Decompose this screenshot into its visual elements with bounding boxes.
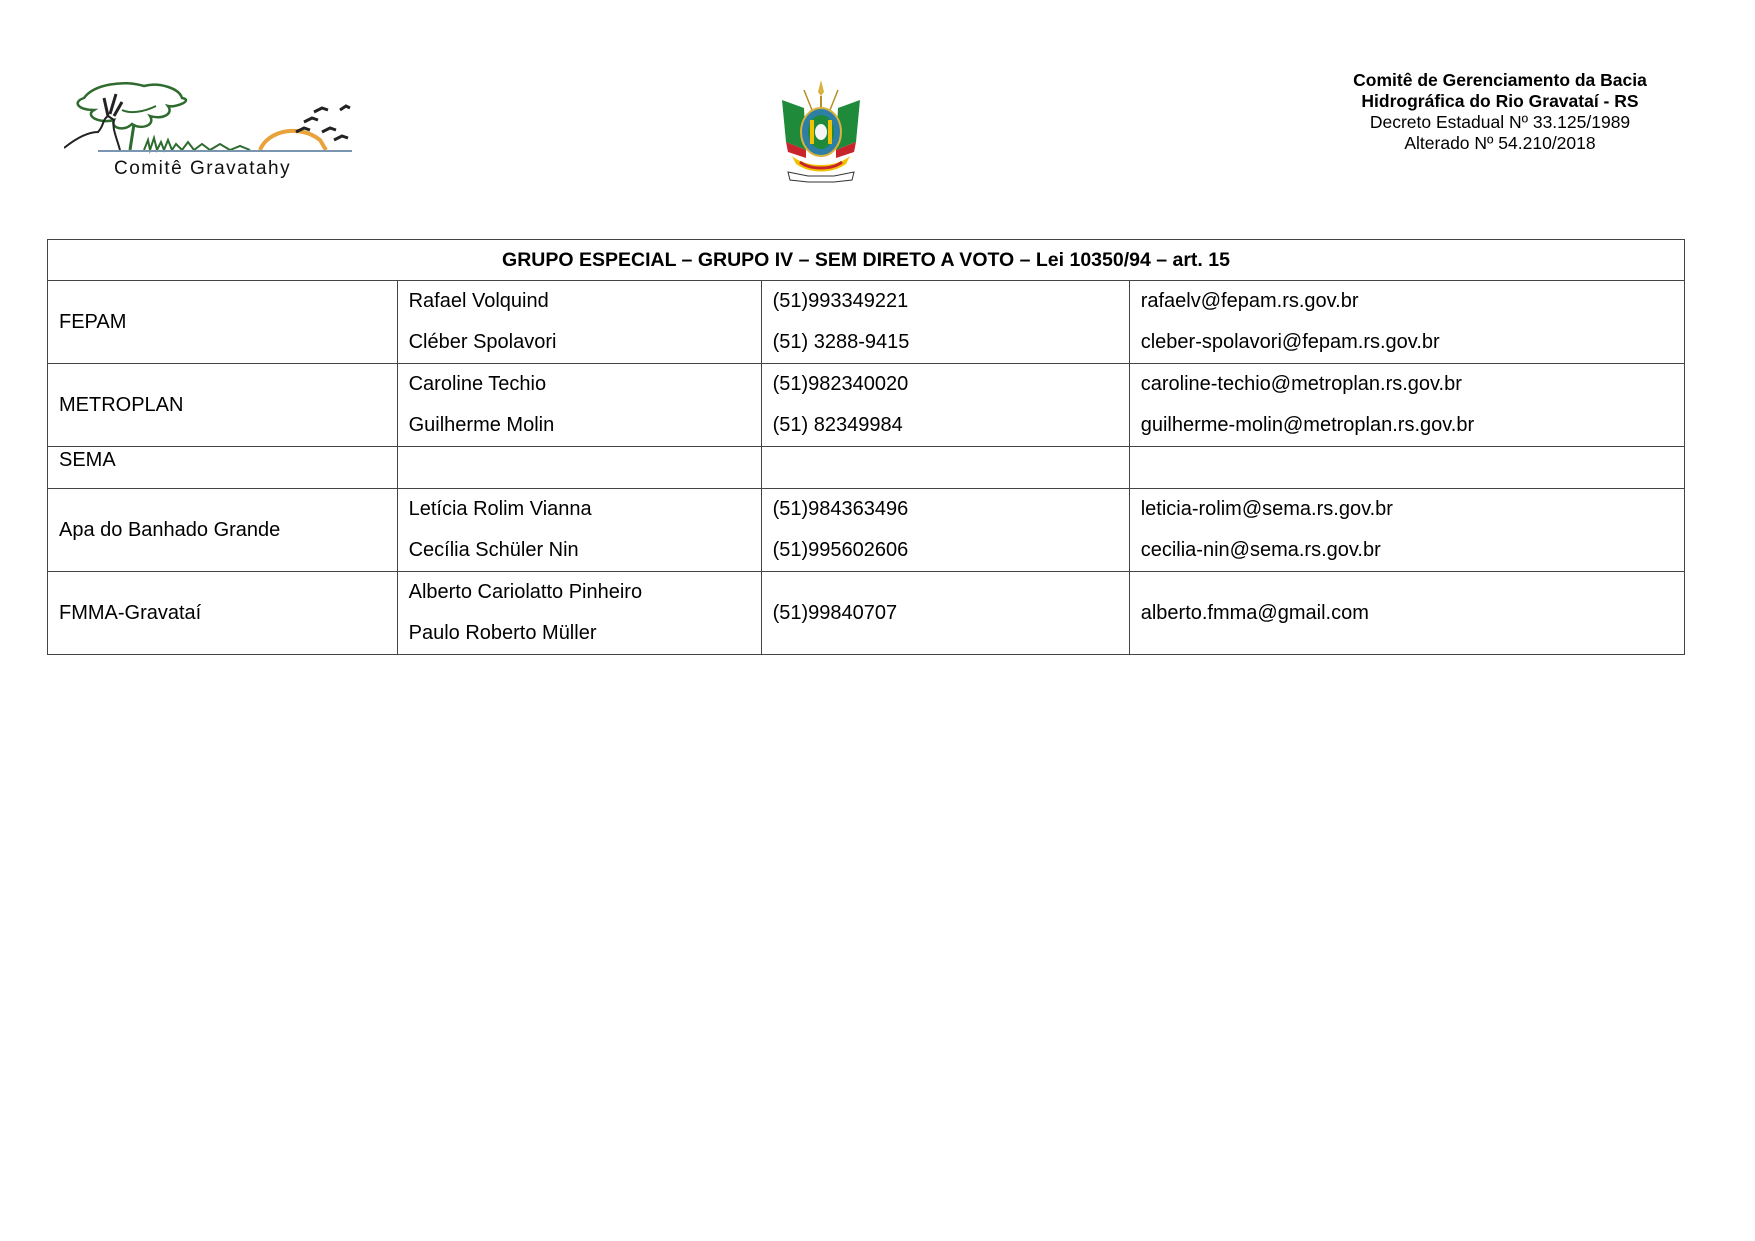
member-phone: (51) 3288-9415 (772, 331, 910, 353)
member-email: guilherme-molin@metroplan.rs.gov.br (1140, 414, 1475, 436)
table-row (48, 572, 1685, 655)
emails-cell (1129, 572, 1684, 655)
committee-header (1300, 70, 1700, 154)
org-cell (48, 281, 398, 364)
phones-cell (761, 447, 1129, 489)
org-cell (48, 447, 398, 489)
names-cell (397, 447, 761, 489)
member-name: Paulo Roberto Müller (408, 622, 597, 644)
member-phone: (51)995602606 (772, 539, 909, 561)
member-phone: (51) 82349984 (772, 414, 903, 436)
table-row (48, 281, 1685, 364)
org-name: Apa do Banhado Grande (59, 518, 281, 541)
member-phone: (51)993349221 (772, 290, 909, 312)
member-phone: (51)984363496 (772, 498, 909, 520)
org-cell (48, 489, 398, 572)
members-table (47, 239, 1685, 655)
table-title: GRUPO ESPECIAL – GRUPO IV – SEM DIRETO A VOTO – Lei 10350/94 – art. 15 (48, 240, 1685, 281)
member-phone: (51)99840707 (772, 601, 898, 624)
org-name: METROPLAN (59, 393, 184, 416)
phones-cell (761, 281, 1129, 364)
names-cell (397, 364, 761, 447)
table-row (48, 489, 1685, 572)
member-email: leticia-rolim@sema.rs.gov.br (1140, 498, 1393, 520)
phones-cell (761, 489, 1129, 572)
phones-cell (761, 572, 1129, 655)
table-title-row (48, 240, 1685, 281)
member-name: Caroline Techio (408, 373, 547, 395)
member-name: Rafael Volquind (408, 290, 549, 312)
phones-cell (761, 364, 1129, 447)
member-name: Cléber Spolavori (408, 331, 557, 353)
decree-line: Decreto Estadual Nº 33.125/1989 (1369, 112, 1631, 132)
amendment-line: Alterado Nº 54.210/2018 (1404, 133, 1596, 153)
member-email: caroline-techio@metroplan.rs.gov.br (1140, 373, 1462, 395)
table-row (48, 447, 1685, 489)
emails-cell (1129, 281, 1684, 364)
org-name: FEPAM (59, 310, 127, 333)
org-cell (48, 572, 398, 655)
rio-grande-do-sul-coat-of-arms-icon (776, 78, 866, 184)
member-name: Letícia Rolim Vianna (408, 498, 592, 520)
names-cell (397, 572, 761, 655)
table-row (48, 364, 1685, 447)
member-phone: (51)982340020 (772, 373, 909, 395)
member-email: alberto.fmma@gmail.com (1140, 601, 1369, 624)
org-name: SEMA (59, 449, 116, 471)
names-cell (397, 489, 761, 572)
emails-cell (1129, 447, 1684, 489)
names-cell (397, 281, 761, 364)
member-email: rafaelv@fepam.rs.gov.br (1140, 290, 1359, 312)
member-name: Guilherme Molin (408, 414, 555, 436)
comite-gravatahy-logo (64, 80, 352, 180)
emails-cell (1129, 364, 1684, 447)
org-name: FMMA-Gravataí (59, 601, 202, 624)
logo-caption: Comitê Gravatahy (114, 158, 292, 179)
org-cell (48, 364, 398, 447)
member-email: cecilia-nin@sema.rs.gov.br (1140, 539, 1381, 561)
member-name: Alberto Cariolatto Pinheiro (408, 581, 643, 603)
tree-deer-birds-icon (64, 80, 352, 160)
committee-name-line2: Hidrográfica do Rio Gravataí - RS (1361, 91, 1639, 111)
committee-name-line1: Comitê de Gerenciamento da Bacia (1353, 70, 1647, 90)
member-name: Cecília Schüler Nin (408, 539, 579, 561)
member-email: cleber-spolavori@fepam.rs.gov.br (1140, 331, 1440, 353)
emails-cell (1129, 489, 1684, 572)
